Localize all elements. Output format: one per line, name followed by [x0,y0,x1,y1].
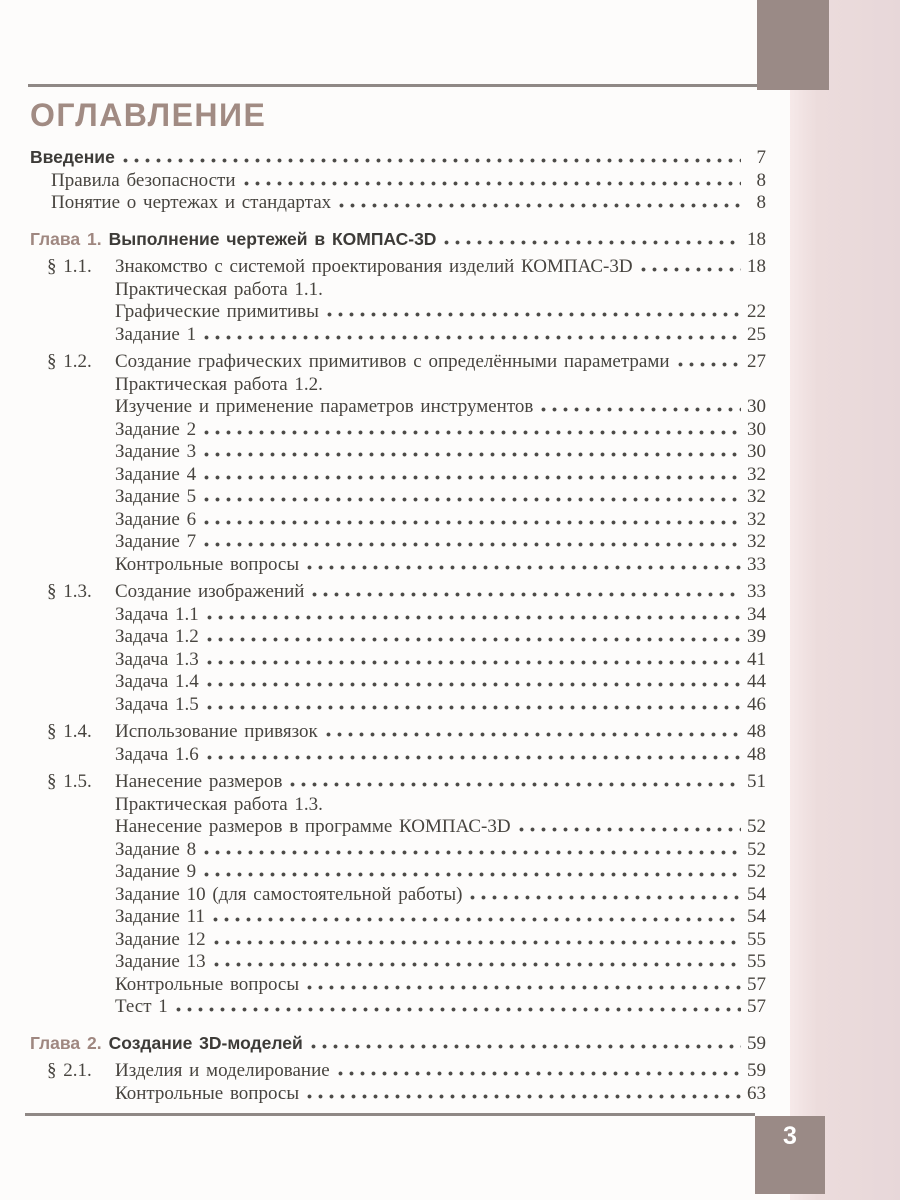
toc-entry [30,374,766,397]
entry-page-number: 59 [747,1060,766,1081]
page-number-block [755,1116,825,1194]
dot-leader [207,637,741,642]
entry-label: Изделия и моделирование [115,1060,330,1081]
entry-label: Нанесение размеров в программе КОМПАС-3D [115,816,511,837]
toc-entry [30,694,766,717]
toc-entry [30,974,766,997]
entry-page-number: 18 [747,228,766,250]
dot-leader [204,497,741,502]
toc-entry [30,816,766,839]
toc-entry [30,256,766,279]
entry-prefix: Глава 2. [30,1032,102,1053]
page-edge-strip [790,0,900,1200]
entry-page-number: 55 [747,928,766,950]
toc-entry [30,744,766,767]
entry-page-number: 30 [747,396,766,417]
dot-leader [207,755,741,760]
dot-leader [444,240,741,245]
dot-leader [207,660,741,665]
dot-leader [214,962,741,967]
entry-page-number: 55 [747,951,766,972]
dot-leader [327,312,741,317]
dot-leader [338,1071,741,1076]
toc-entry [30,626,766,649]
entry-page-number: 27 [747,351,766,372]
entry-prefix: § 1.5. [47,771,92,792]
dot-leader [641,267,741,272]
entry-page-number: 30 [747,441,766,462]
entry-label: Практическая работа 1.3. [115,793,323,815]
entry-label: Правила безопасности [51,169,236,191]
toc-entry [30,951,766,974]
entry-page-number: 32 [747,463,766,485]
toc-entry [30,721,766,744]
entry-label: Задача 1.4 [115,671,199,692]
dot-leader [123,158,741,163]
entry-page-number: 52 [747,838,766,860]
entry-page-number: 32 [747,531,766,552]
dot-leader [307,565,741,570]
entry-label: Задание 1 [115,323,197,345]
entry-label: Задание 3 [115,441,197,462]
toc-entry [30,279,766,302]
entry-label: Графические примитивы [115,301,319,322]
page-title: ОГЛАВЛЕНИЕ [30,97,267,133]
page-number: 3 [783,1122,797,1150]
dot-leader [307,985,741,990]
entry-page-number: 48 [747,743,766,765]
toc-entry [30,794,766,817]
entry-page-number: 44 [747,671,766,692]
toc-entry [30,581,766,604]
dot-leader [204,475,741,480]
dot-leader [204,452,741,457]
dot-leader [470,895,741,900]
dot-leader [204,872,741,877]
entry-page-number: 32 [747,486,766,507]
toc-entry [30,192,766,215]
dot-leader [204,520,741,525]
toc-entry [30,1083,766,1106]
entry-page-number: 57 [747,973,766,995]
toc-entry [30,1060,766,1083]
toc-entry [30,146,766,170]
toc-entry [30,861,766,884]
entry-page-number: 63 [747,1082,766,1104]
dot-leader [207,705,741,710]
toc-entry [30,170,766,193]
entry-prefix: § 2.1. [47,1060,92,1081]
entry-page-number: 25 [747,323,766,345]
dot-leader [204,542,741,547]
entry-label: Введение [30,147,115,167]
entry-label: Задание 12 [115,928,206,950]
footer-rule [25,1113,755,1116]
entry-prefix: Глава 1. [30,228,102,249]
entry-label: Контрольные вопросы [115,553,300,575]
entry-page-number: 8 [756,169,766,191]
entry-prefix: § 1.2. [47,351,92,372]
entry-page-number: 52 [747,816,766,837]
entry-page-number: 22 [747,301,766,322]
toc-entry [30,604,766,627]
dot-leader [244,181,741,186]
entry-label: Задание 6 [115,508,197,530]
entry-label: Задание 10 (для самостоятельной работы) [115,883,463,905]
entry-page-number: 57 [747,996,766,1017]
entry-page-number: 54 [747,906,766,927]
toc-entry [30,324,766,347]
entry-label: Контрольные вопросы [115,973,300,995]
dot-leader [290,782,741,787]
toc-entry [30,906,766,929]
entry-page-number: 51 [747,771,766,792]
dot-leader [207,682,741,687]
dot-leader [339,203,741,208]
toc-entry [30,649,766,672]
toc-entry [30,1032,766,1056]
toc-entry [30,228,766,252]
toc-entry [30,671,766,694]
dot-leader [678,362,741,367]
entry-prefix: § 1.3. [47,581,92,602]
dot-leader [312,592,741,597]
toc-entry [30,554,766,577]
toc-list [30,146,766,1105]
entry-label: Практическая работа 1.1. [115,278,323,300]
toc-entry [30,419,766,442]
entry-label: Задача 1.1 [115,603,199,625]
dot-leader [204,430,741,435]
entry-label: Знакомство с системой проектирования изделий КОМПАС-3D [115,256,633,277]
entry-label: Задание 8 [115,838,197,860]
entry-page-number: 41 [747,648,766,670]
dot-leader [326,732,741,737]
entry-page-number: 46 [747,693,766,715]
entry-label: Использование привязок [115,721,318,742]
entry-label: Нанесение размеров [115,771,283,792]
toc-entry [30,929,766,952]
entry-label: Задача 1.6 [115,743,199,765]
entry-label: Задание 2 [115,418,197,440]
entry-label: Создание 3D-моделей [108,1032,303,1053]
entry-page-number: 48 [747,721,766,742]
header-rule [28,84,757,87]
toc-entry [30,396,766,419]
entry-label: Задание 4 [115,463,197,485]
toc-entry [30,531,766,554]
toc-entry [30,996,766,1019]
entry-label: Задача 1.5 [115,693,199,715]
dot-leader [204,850,741,855]
entry-page-number: 33 [747,581,766,602]
toc-entry [30,884,766,907]
entry-label: Создание графических примитивов с определёнными параметрами [115,351,670,372]
entry-label: Задание 7 [115,531,197,552]
toc-entry [30,301,766,324]
entry-label: Практическая работа 1.2. [115,373,323,395]
toc-entry [30,351,766,374]
entry-page-number: 8 [756,192,766,213]
entry-label: Выполнение чертежей в КОМПАС-3D [108,228,437,249]
entry-label: Задача 1.2 [115,626,199,647]
entry-label: Задание 13 [115,951,206,972]
dot-leader [204,335,741,340]
entry-label: Создание изображений [115,581,305,602]
entry-page-number: 32 [747,508,766,530]
entry-label: Задание 5 [115,486,197,507]
toc-entry [30,839,766,862]
dot-leader [214,940,741,945]
entry-page-number: 59 [747,1032,766,1054]
entry-label: Контрольные вопросы [115,1082,300,1104]
entry-label: Тест 1 [115,996,168,1017]
toc-entry [30,464,766,487]
entry-label: Изучение и применение параметров инструментов [115,396,534,417]
entry-page-number: 39 [747,626,766,647]
entry-label: Понятие о чертежах и стандартах [51,192,332,213]
toc-entry [30,771,766,794]
entry-prefix: § 1.4. [47,721,92,742]
toc-entry [30,441,766,464]
entry-label: Задание 11 [115,906,205,927]
entry-page-number: 18 [747,256,766,277]
entry-page-number: 52 [747,861,766,882]
dot-leader [519,827,741,832]
entry-page-number: 33 [747,553,766,575]
entry-page-number: 7 [756,147,766,168]
entry-page-number: 30 [747,418,766,440]
dot-leader [207,615,741,620]
dot-leader [311,1044,741,1049]
dot-leader [541,407,741,412]
top-corner-block [757,0,829,90]
entry-label: Задача 1.3 [115,648,199,670]
dot-leader [307,1094,741,1099]
entry-prefix: § 1.1. [47,256,92,277]
dot-leader [213,917,741,922]
entry-label: Задание 9 [115,861,197,882]
toc-entry [30,509,766,532]
entry-page-number: 34 [747,603,766,625]
dot-leader [176,1007,741,1012]
toc-entry [30,486,766,509]
entry-page-number: 54 [747,883,766,905]
